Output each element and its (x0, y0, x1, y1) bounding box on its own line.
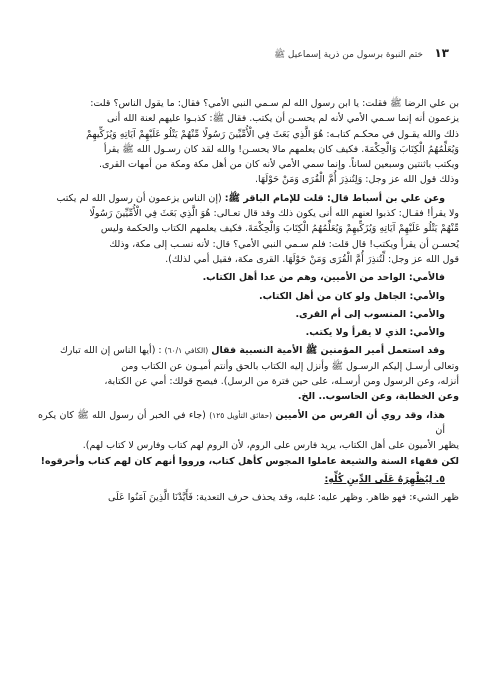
paragraph-lead: وقد استعمل أمير المؤمنين ﷺ الأمية النسبية فقال (211, 345, 445, 357)
text-line: مِّنْهُمْ يَتْلُو عَلَيْهِمْ آيَاتِهِ وَيُزَكِّيهِمْ وَيُعَلِّمُهُمُ الْكِتَابَ وَالْحِكْمَةَ. فكيف يعلمهم الكتاب والحكمة وليس (100, 223, 459, 235)
source-reference: (الكافي ٦٠/١) (164, 346, 209, 356)
text-run: (إن الناس يزعمون أن رسول الله لم يكتب (56, 192, 222, 204)
paragraph-4 (38, 408, 459, 469)
page-number: ١٣ (434, 46, 449, 60)
paragraph-2 (38, 191, 459, 267)
text-line: بن علي الرضا ﷺ فقلت: يا ابن رسول الله لم سـمي النبي الأمي؟ فقال: ما يقول الناس؟ قلت: (90, 98, 459, 109)
paragraph-5 (38, 490, 459, 505)
text-line: قول الله عز وجل: لِّتُنذِرَ أُمَّ الْقُرَى وَمَنْ حَوْلَهَا. القرى مكة، فقيل أمي لذلك). (165, 253, 459, 265)
paragraph-1 (38, 96, 459, 188)
definition-4: والأمي: الذي لا يقرأ ولا يكتب. (305, 327, 445, 339)
text-line: ولا يقرأ! فقـال: كذبوا لعنهم الله أنى يكون ذلك وقد قال تعـالى: هُوَ الَّذِي بَعَثَ فِي الْأُمِّيِّينَ رَسُولًا (89, 208, 459, 220)
page-body (38, 96, 459, 508)
section-heading: ٥. لِيُظْهِرَهُ عَلَى الدِّينِ كُلِّهِ: (324, 473, 445, 485)
running-title: ختم النبوة برسول من ذرية إسماعيل ﷺ (274, 50, 423, 60)
text-line: وتعالى أرسـل إليكم الرسـول ﷺ وأنزل إليه الكتاب بالحق وأنتم أميـون عن الكتاب ومن (121, 360, 459, 372)
text-line (38, 343, 459, 358)
definition-1: فالأمي: الواحد من الأميين، وهم من عدا أهل الكتاب. (202, 272, 445, 284)
definition-3: والأمي: المنسوب إلى أم القرى. (295, 308, 445, 320)
text-line: وعن الخطابة، وعن الحاسوب.. الخ. (297, 391, 459, 403)
paragraph-lead: هذا، وقد روي أن الفرس من الأميين (275, 409, 445, 421)
paragraph-lead: وعن علي بن أسباط قال: قلت للإمام الباقر ﷺ: (224, 192, 445, 204)
text-line: أنزله، وعن الرسول ومن أرسـله، على حين فترة من الرسل). فيصح قولك: أمي عن الكتابة، (104, 376, 459, 388)
text-line: يزعمون أنه إنما سـمي الأمي لأنه لم يحسـن أن يكتب. فقال ﷺ: كذبـوا عليهم لعنة الله أنى (107, 113, 459, 125)
text-line (38, 191, 459, 206)
text-run: (جاء في الخبر أن رسول الله ﷺ كان يكره أن (38, 409, 445, 436)
page-header (48, 48, 449, 64)
text-line: وذلك قول الله عز وجل: وَلِتُنذِرَ أُمَّ الْقُرَى وَمَنْ حَوْلَهَا. (255, 174, 459, 186)
text-run: : (أيها الناس إن الله تبارك (59, 345, 162, 357)
text-line: وَيُعَلِّمُهُمُ الْكِتَابَ وَالْحِكْمَةَ. فكيف كان يعلمهم مالا يحسـن! والله لقد كان رسـول الله ﷺ يقرأ (103, 143, 459, 155)
text-line (38, 408, 459, 439)
text-line: ذلك والله يقـول في محكـم كتابـه: هُوَ الَّذِي بَعَثَ فِي الْأُمِّيِّينَ رَسُولًا مِّنْهُمْ يَتْلُو عَلَيْهِمْ آيَاتِهِ وَيُزَكِّيهِمْ (86, 128, 459, 140)
definition-2: والأمي: الجاهل ولو كان من أهل الكتاب. (258, 290, 445, 302)
paragraph-3 (38, 343, 459, 404)
source-reference: (حقائق التأويل ١٢٥) (209, 410, 273, 420)
text-line: يظهر الأميون على أهل الكتاب، يريد فارس على الروم، لأن الروم لهم كتاب وفارس لا كتاب لهم). (82, 440, 459, 452)
text-line: يُحسـن أن يقرأ ويكتب! قال قلت: فلم سـمي النبي الأمي؟ قال: لأنه نسـب إلى مكة، وذلك (109, 238, 459, 250)
text-line: ويكتب باثنتين وسبعين لساناً. وإنما سمي الأمي لأنه كان من أهل مكة ومكة من أمهات القرى. (98, 159, 459, 171)
text-line: لكن فقهاء السنة والشيعة عاملوا المجوس كأهل كتاب، ورووا أنهم كان لهم كتاب وأحرقوه! (40, 455, 459, 467)
text-line: ظهر الشيء: فهو ظاهر. وظهر عليه: غلبه، وقد يحذف حرف التعدية: فَأَيَّدْنَا الَّذِينَ آمَنُوا عَلَى (108, 492, 459, 504)
